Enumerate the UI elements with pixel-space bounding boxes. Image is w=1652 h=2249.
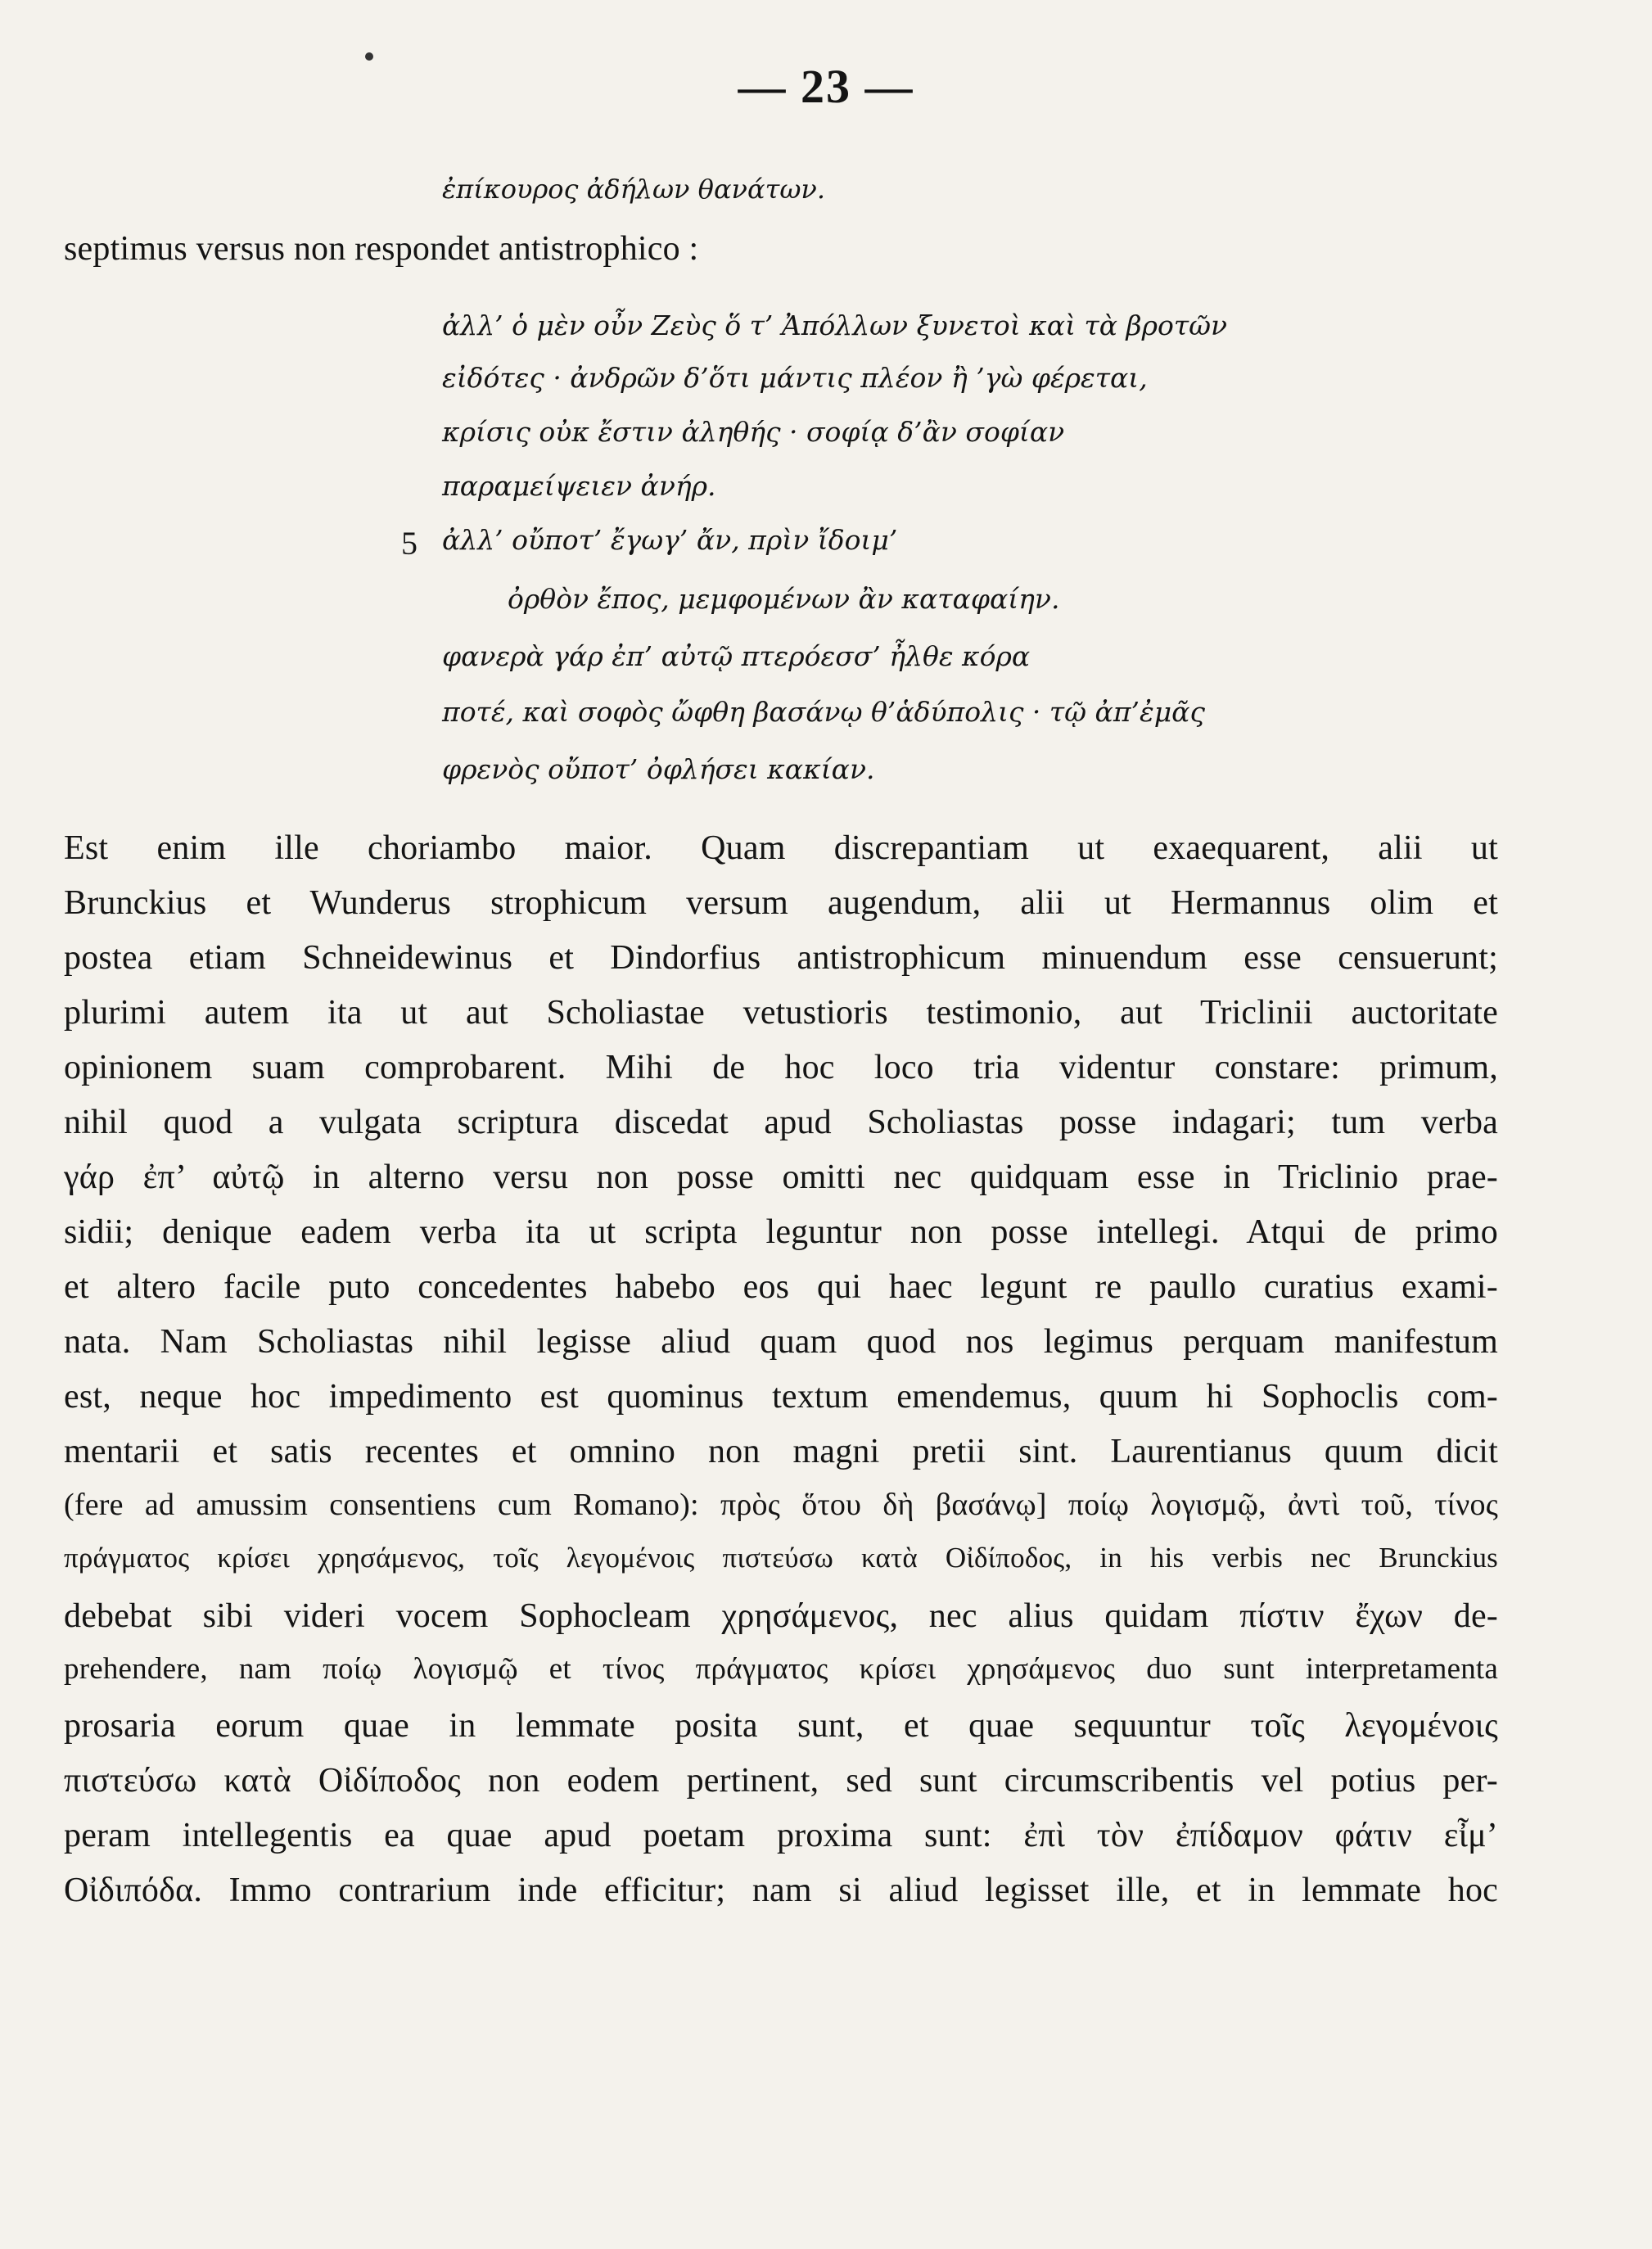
body-line: peram intellegentis ea quae apud poetam proxima sunt: ἐπὶ τὸν ἐπίδαμον φάτιν εἶμ’: [64, 1817, 1498, 1854]
body-line: γάρ ἐπ’ αὐτῷ in alterno versu non posse omitti nec quidquam esse in Triclinio prae-: [64, 1158, 1498, 1196]
body-line: πιστεύσω κατὰ Οἰδίποδος non eodem pertinent, sed sunt circumscribentis vel potius per-: [64, 1762, 1498, 1800]
stanza-line: κρίσις οὐκ ἔστιν ἀληθής · σοφίᾳ δ’ἂν σοφίαν: [442, 416, 1065, 448]
body-line: et altero facile puto concedentes habebo eos qui haec legunt re paullo curatius exami-: [64, 1268, 1498, 1306]
stanza-line: ἀλλ’ οὔποτ’ ἔγωγ’ ἄν, πρὶν ἴδοιμ’: [442, 524, 898, 556]
body-line: opinionem suam comprobarent. Mihi de hoc loco tria videntur constare: primum,: [64, 1049, 1498, 1086]
body-line: sidii; denique eadem verba ita ut scripta leguntur non posse intellegi. Atqui de primo: [64, 1213, 1498, 1251]
body-line: (fere ad amussim consentiens cum Romano): πρὸς ὅτου δὴ βασάνῳ] ποίῳ λογισμῷ, ἀντὶ τοῦ, τίνος: [64, 1488, 1498, 1522]
body-line: πράγματος κρίσει χρησάμενος, τοῖς λεγομένοις πιστεύσω κατὰ Οἰδίποδος, in his verbis nec Brunckius: [64, 1542, 1498, 1574]
body-line: mentarii et satis recentes et omnino non magni pretii sint. Laurentianus quum dicit: [64, 1433, 1498, 1470]
body-line: nihil quod a vulgata scriptura discedat apud Scholiastas posse indagari; tum verba: [64, 1104, 1498, 1141]
body-line: prehendere, nam ποίῳ λογισμῷ et τίνος πράγματος κρίσει χρησάμενος duo sunt interpretamenta: [64, 1652, 1498, 1686]
stanza-line: ἀλλ’ ὁ μὲν οὖν Ζεὺς ὅ τ’ Ἀπόλλων ξυνετοὶ καὶ τὰ βροτῶν: [442, 309, 1228, 341]
stanza-line: ὀρθὸν ἔπος, μεμφομένων ἂν καταφαίην.: [508, 583, 1060, 615]
body-line: debebat sibi videri vocem Sophocleam χρησάμενος, nec alius quidam πίστιν ἔχων de-: [64, 1597, 1498, 1635]
stanza-number: 5: [401, 525, 418, 562]
stanza-line: φρενὸς οὔποτ’ ὀφλήσει κακίαν.: [442, 753, 875, 785]
body-line: prosaria eorum quae in lemmate posita sunt, et quae sequuntur τοῖς λεγομένοις: [64, 1707, 1498, 1745]
body-line: postea etiam Schneidewinus et Dindorfius antistrophicum minuendum esse censuerunt;: [64, 939, 1498, 977]
stanza-line: εἰδότες · ἀνδρῶν δ’ὅτι μάντις πλέον ἢ ’γὼ φέρεται,: [442, 362, 1148, 394]
body-line: Est enim ille choriambo maior. Quam discrepantiam ut exaequarent, alii ut: [64, 829, 1498, 867]
body-line: Οἰδιπόδα. Immo contrarium inde efficitur; nam si aliud legisset ille, et in lemmate hoc: [64, 1872, 1498, 1909]
stanza-line: φανερὰ γάρ ἐπ’ αὐτῷ πτερόεσσ’ ἦλθε κόρα: [442, 640, 1031, 672]
stanza-line: ποτέ, καὶ σοφὸς ὤφθη βασάνῳ θ’ἁδύπολις · τῷ ἀπ’ἐμᾶς: [442, 696, 1205, 728]
body-line: plurimi autem ita ut aut Scholiastae vetustioris testimonio, aut Triclinii auctoritate: [64, 994, 1498, 1032]
body-line: nata. Nam Scholiastas nihil legisse aliud quam quod nos legimus perquam manifestum: [64, 1323, 1498, 1361]
stanza-line: παραμείψειεν ἀνήρ.: [442, 470, 716, 502]
greek-verse-top: ἐπίκουρος ἀδήλων θανάτων.: [442, 174, 826, 205]
page-number: — 23 —: [738, 60, 914, 113]
intro-line: septimus versus non respondet antistrophico :: [64, 230, 699, 268]
body-line: est, neque hoc impedimento est quominus textum emendemus, quum hi Sophoclis com-: [64, 1378, 1498, 1416]
body-line: Brunckius et Wunderus strophicum versum augendum, alii ut Hermannus olim et: [64, 884, 1498, 922]
